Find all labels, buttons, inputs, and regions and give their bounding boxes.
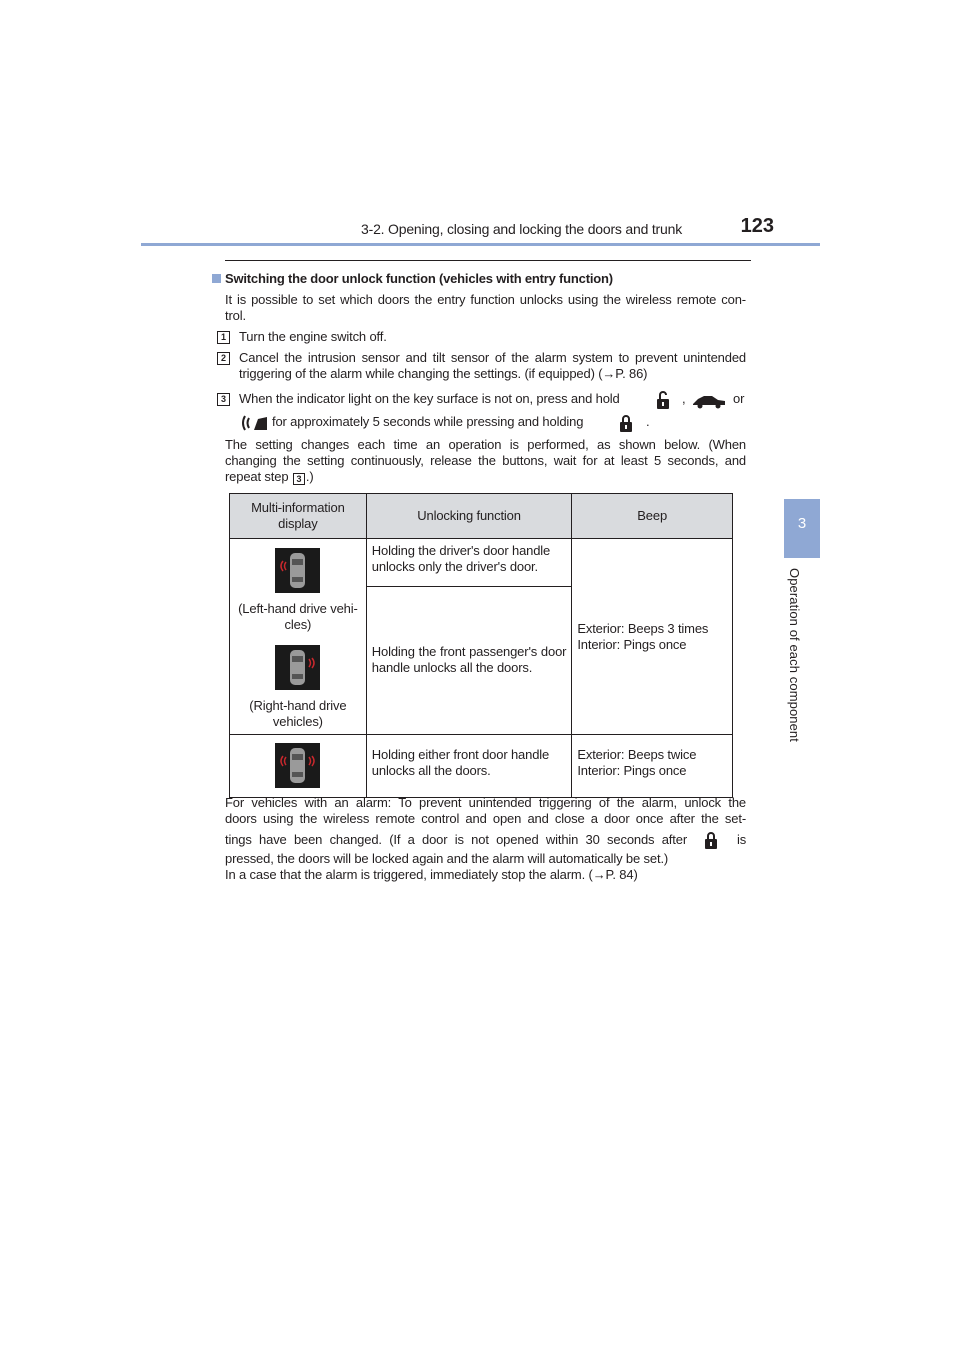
beep-exterior: Exterior: Beeps 3 times <box>577 620 709 636</box>
section-heading <box>212 271 613 286</box>
note-line3-b: is <box>737 832 747 847</box>
section-rule <box>225 260 751 261</box>
rhd-label: (Right-hand drive vehicles) <box>249 698 347 729</box>
beep-cell-2 <box>572 735 733 798</box>
page-number: 123 <box>740 215 774 237</box>
change-line3 <box>225 469 314 486</box>
note-line3-a: tings have been changed. (If a door is not opened within 30 seconds after <box>225 832 687 847</box>
table-row <box>230 539 733 587</box>
col-header-function: Unlocking function <box>366 494 572 539</box>
step-3-number: 3 <box>217 393 230 406</box>
header-section-title: 3-2. Opening, closing and locking the doors and trunk <box>361 221 682 237</box>
table-row <box>230 735 733 798</box>
car-door-display-icon <box>275 645 320 690</box>
beep-interior: Interior: Pings once <box>577 763 687 778</box>
step-2-line2: triggering of the alarm while changing the settings. (if equipped) (→P. 86) <box>239 366 648 381</box>
table-header-row <box>230 494 733 539</box>
lhd-label: (Left-hand drive vehi-cles) <box>238 601 358 632</box>
note-line5: In a case that the alarm is triggered, immediately stop the alarm. (→P. 84) <box>225 867 638 882</box>
section-title: Switching the door unlock function (vehicles with entry function) <box>225 271 613 286</box>
step-1-text: Turn the engine switch off. <box>239 329 387 344</box>
intro-line1: It is possible to set which doors the entry function unlocks using the wireless remote con- <box>225 292 746 307</box>
chapter-title: Operation of each component <box>787 568 802 742</box>
display-cell <box>230 539 367 735</box>
header-rule <box>141 243 820 246</box>
step-2-number: 2 <box>217 352 230 365</box>
beep-interior: Interior: Pings once <box>577 636 687 652</box>
change-line2: changing the setting continuously, release the buttons, wait for at least 5 seconds, and <box>225 453 746 468</box>
step-3-comma: , <box>682 391 686 406</box>
trunk-icon <box>692 393 726 409</box>
chapter-tab: 3 <box>784 499 820 558</box>
panic-icon <box>240 414 270 432</box>
function-driver-door: Holding the driver's door handle unlocks only the driver's door. <box>366 539 572 587</box>
col-header-beep: Beep <box>572 494 733 539</box>
note-line2: doors using the wireless remote control and open and close a door once after the set- <box>225 811 746 826</box>
lock-icon <box>618 414 634 433</box>
function-passenger-door: Holding the front passenger's door handle unlocks all the doors. <box>366 586 572 734</box>
beep-exterior: Exterior: Beeps twice <box>577 747 697 762</box>
step-2-line1: Cancel the intrusion sensor and tilt sensor of the alarm system to prevent unintended <box>239 350 746 365</box>
col-header-display: Multi-information display <box>230 494 367 539</box>
note-line1: For vehicles with an alarm: To prevent unintended triggering of the alarm, unlock the <box>225 795 746 810</box>
function-either-door: Holding either front door handle unlocks all the doors. <box>366 735 572 798</box>
step-3-line2-a: for approximately 5 seconds while pressing and holding <box>272 414 584 429</box>
bullet-square-icon <box>212 274 221 283</box>
beep-cell-1 <box>572 539 733 735</box>
lock-icon <box>703 831 719 850</box>
car-door-display-icon <box>275 743 320 788</box>
step-ref-3: 3 <box>293 473 305 485</box>
step-3-period: . <box>646 414 650 429</box>
change-line3-end: .) <box>305 469 314 484</box>
display-cell-both <box>230 735 367 798</box>
car-door-display-icon <box>275 548 320 593</box>
unlock-settings-table <box>229 493 733 798</box>
step-3-line1-a: When the indicator light on the key surface is not on, press and hold <box>239 391 620 406</box>
note-line4: pressed, the doors will be locked again and the alarm will automatically be set.) <box>225 851 669 866</box>
step-1-number: 1 <box>217 331 230 344</box>
unlock-icon <box>655 390 671 410</box>
step-3-or: or <box>733 391 745 406</box>
change-line3-text: repeat step <box>225 469 289 484</box>
change-line1: The setting changes each time an operation is performed, as shown below. (When <box>225 437 746 452</box>
intro-line2: trol. <box>225 308 246 323</box>
